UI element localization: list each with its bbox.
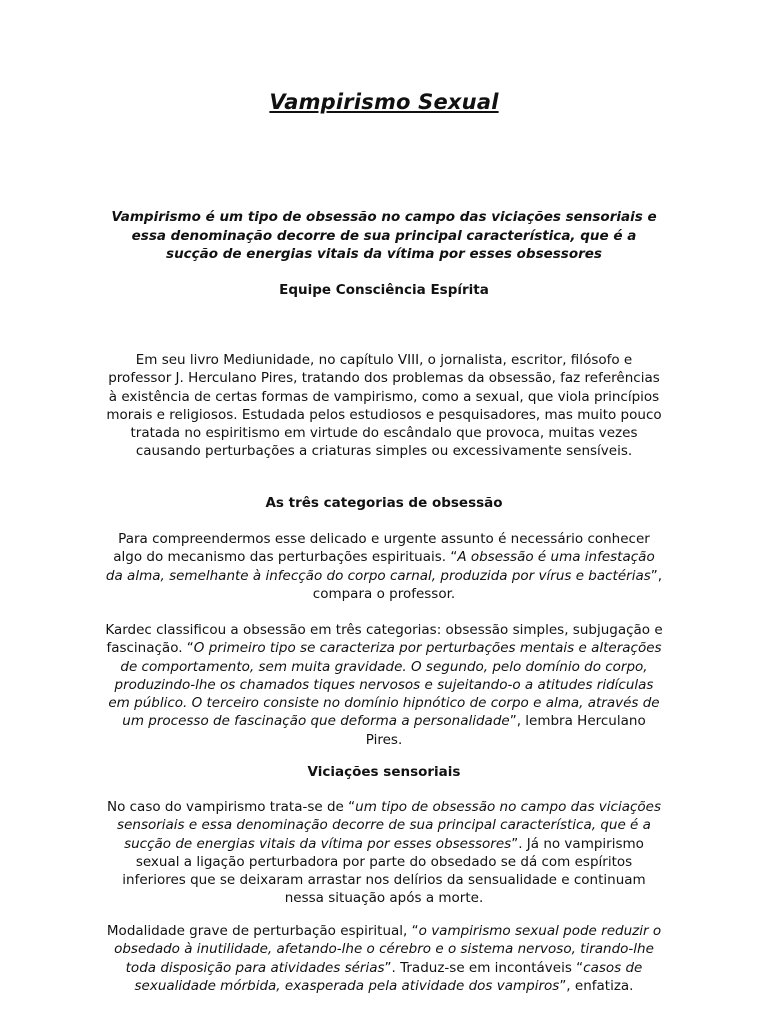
text-run: Modalidade grave de perturbação espiritual, “ [106, 923, 419, 939]
text-run: No caso do vampirismo trata-se de “ [106, 799, 356, 815]
section-heading-categories: As três categorias de obsessão [265, 495, 503, 511]
paragraph-kardec [104, 621, 664, 749]
text-run: ”. Já no vampirismo sexual a ligação perturbadora por parte do obsedado se dá com espíritos inferiores que se deixaram arrastar nos delírios da sensualidade e continuam nessa situação após a morte. [122, 835, 646, 907]
quote-run: A obsessão é uma infestação da alma, semelhante à infecção do corpo carnal, produzida por vírus e bactérias [105, 549, 655, 584]
paragraph-mechanism [104, 530, 664, 603]
quote-run: o vampirismo sexual pode reduzir o obsedado à inutilidade, afetando-lhe o cérebro e o sistema nervoso, tirando-lhe toda disposição para atividades sérias [114, 923, 662, 976]
quote-run: O primeiro tipo se caracteriza por perturbações mentais e alterações de comportamento, sem muita gravidade. O segundo, pelo domínio do corpo, produzindo-lhe os chamados tiques nervosos e sujeitando-o a atitudes ridículas em público. O terceiro consiste no domínio hipnótico de corpo e alma, através de um processo de fascinação que deforma a personalidade [108, 640, 662, 730]
paragraph-vampirism [104, 798, 664, 908]
paragraph-intro: Em seu livro Mediunidade, no capítulo VIII, o jornalista, escritor, filósofo e professor J. Herculano Pires, tratando dos problemas da obsessão, faz referências à existência de certas formas de vampirismo, como a sexual, que viola princípios morais e religiosos. Estudada pelos estudiosos e pesquisadores, mas muito pouco tratada no espiritismo em virtude do escândalo que provoca, muitas vezes causando perturbações a criaturas simples ou excessivamente sensíveis. [106, 352, 662, 460]
section-heading-sensorial: Viciações sensoriais [307, 764, 461, 780]
text-run: ”, enfatiza. [559, 977, 634, 994]
quote-run: casos de sexualidade mórbida, exasperada pela atividade dos vampiros [134, 959, 643, 994]
page-title: Vampirismo Sexual [269, 90, 499, 114]
quote-run: um tipo de obsessão no campo das viciações sensoriais e essa denominação decorre de sua principal característica, que é a sucção de energias vitais da vítima por esses obsessores [117, 799, 661, 852]
text-run: ”, compara o professor. [312, 567, 663, 602]
byline: Equipe Consciência Espírita [279, 282, 489, 298]
text-run: Kardec classificou a obsessão em três categorias: obsessão simples, subjugação e fascinação. “ [105, 622, 663, 657]
text-run: ”, lembra Herculano Pires. [365, 713, 646, 748]
text-run: Para compreendermos esse delicado e urgente assunto é necessário conhecer algo do mecanismo das perturbações espirituais. “ [113, 531, 650, 566]
paragraph-severity [104, 922, 664, 995]
lead-paragraph: Vampirismo é um tipo de obsessão no campo das viciações sensoriais e essa denominação decorre de sua principal característica, que é a sucção de energias vitais da vítima por esses obsessores [111, 209, 657, 262]
text-run: ”. Traduz-se em incontáveis “ [384, 959, 584, 976]
